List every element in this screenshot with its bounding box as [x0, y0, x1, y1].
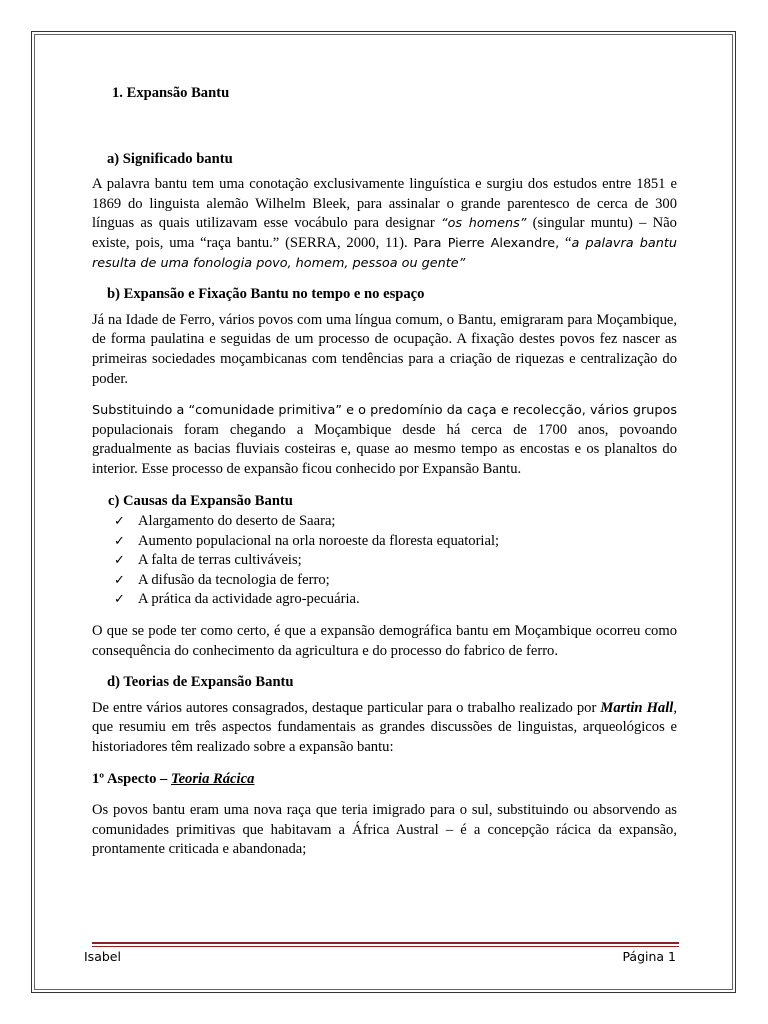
document-body — [92, 84, 677, 872]
check-icon: ✓ — [114, 592, 125, 608]
aspect-heading: 1º Aspecto – Teoria Rácica — [92, 770, 255, 787]
footer-page-number: Página 1 — [622, 949, 676, 964]
check-icon: ✓ — [114, 514, 125, 530]
section-a-title: a) Significado bantu — [107, 150, 233, 167]
list-item: ✓ Aumento populacional na orla noroeste da floresta equatorial; — [114, 532, 677, 552]
section-b-title: b) Expansão e Fixação Bantu no tempo e no espaço — [107, 286, 425, 303]
section-a-paragraph: A palavra bantu tem uma conotação exclusivamente linguística e surgiu dos estudos entre 1851 e 1869 do linguista alemão Wilhelm Bleek, para assinalar o grande parentesco de cerca de 300 línguas as quais utilizavam esse vocábulo para designar “os homens” (singular muntu) – Não existe, pois, uma “raça bantu.” (SERRA, 2000, 11). Para Pierre Alexandre, “a palavra bantu resulta de uma fonologia povo, homem, pessoa ou gente” — [92, 176, 677, 271]
section-c-paragraph: O que se pode ter como certo, é que a expansão demográfica bantu em Moçambique ocorreu como consequência do conhecimento da agricultura e do processo do fabrico de ferro. — [92, 623, 677, 659]
section-d-title: d) Teorias de Expansão Bantu — [107, 674, 294, 691]
list-item: ✓ A falta de terras cultiváveis; — [114, 551, 677, 571]
list-item: ✓ A difusão da tecnologia de ferro; — [114, 571, 677, 591]
check-icon: ✓ — [114, 572, 125, 588]
section-b-paragraph-2: Substituindo a “comunidade primitiva” e o predomínio da caça e recolecção, vários grupos populacionais foram chegando a Moçambique desde há cerca de 1700 anos, povoando gradualmente as bacias fluviais costeiras e, quase ao mesmo tempo as encostas e os planaltos do interior. Esse processo de expansão ficou conhecido por Expansão Bantu. — [92, 403, 677, 477]
footer-rule — [92, 942, 679, 944]
check-icon: ✓ — [114, 533, 125, 549]
main-heading: 1. Expansão Bantu — [112, 85, 230, 101]
list-item: ✓ Alargamento do deserto de Saara; — [114, 512, 677, 532]
list-item: ✓ A prática da actividade agro-pecuária. — [114, 590, 677, 610]
author-name: Martin Hall — [600, 699, 674, 716]
section-d-paragraph-1: De entre vários autores consagrados, destaque particular para o trabalho realizado por Martin Hall, que resumiu em três aspectos fundamentais as grandes discussões de linguistas, arqueológicos e historiadores têm realizado sobre a expansão bantu: — [92, 699, 677, 756]
causes-list — [114, 512, 677, 610]
footer-author: Isabel — [84, 949, 121, 964]
section-d-paragraph-2: Os povos bantu eram uma nova raça que teria imigrado para o sul, substituindo ou absorvendo as comunidades primitivas que habitavam a África Austral – é a concepção rácica da expansão, prontamente criticada e abandonada; — [92, 802, 677, 858]
section-c-title: c) Causas da Expansão Bantu — [108, 492, 293, 509]
check-icon: ✓ — [114, 553, 125, 569]
footer-rule-thin — [92, 946, 679, 947]
section-b-paragraph-1: Já na Idade de Ferro, vários povos com uma língua comum, o Bantu, emigraram para Moçambique, de forma paulatina e seguidas de um processo de ocupação. A fixação destes povos fez nascer as primeiras sociedades moçambicanas com tendências para a criação de riquezas e centralização do poder. — [92, 311, 677, 387]
